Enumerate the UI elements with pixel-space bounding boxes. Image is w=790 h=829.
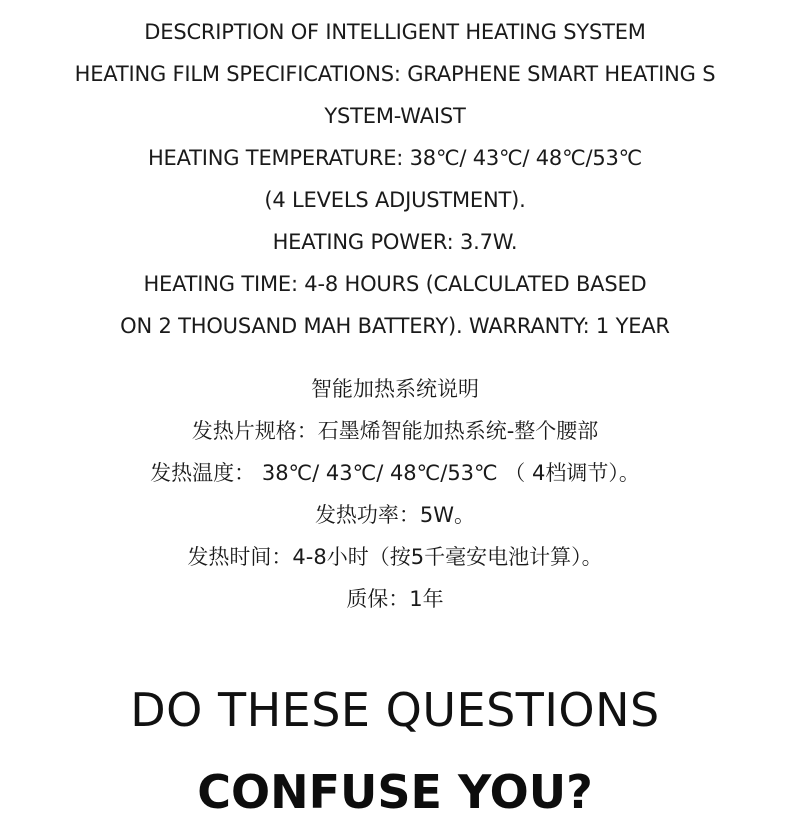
english-description: [0, 11, 790, 347]
en-description-title: DESCRIPTION OF INTELLIGENT HEATING SYSTEM: [144, 20, 646, 44]
cn-heating-power: 发热功率：5W。: [314, 503, 476, 527]
en-heating-temperature-line-1: HEATING TEMPERATURE: 38℃/ 43℃/ 48℃/53℃: [147, 146, 643, 170]
cn-heating-temperature: 发热温度： 38℃/ 43℃/ 48℃/53℃ （ 4档调节）。: [150, 461, 640, 485]
headline-line-1: DO THESE QUESTIONS: [130, 683, 660, 737]
cn-description-title: 智能加热系统说明: [311, 377, 479, 401]
cn-heating-film-spec: 发热片规格：石墨烯智能加热系统-整个腰部: [191, 419, 599, 443]
en-heating-time-line-2: ON 2 THOUSAND MAH BATTERY). WARRANTY: 1 YEAR: [120, 314, 670, 338]
headline-line-2: CONFUSE YOU?: [197, 765, 593, 819]
en-heating-temperature-line-2: (4 LEVELS ADJUSTMENT).: [264, 188, 526, 212]
chinese-description: [0, 368, 790, 620]
en-heating-power: HEATING POWER: 3.7W.: [272, 230, 518, 254]
en-heating-film-spec-line-1: HEATING FILM SPECIFICATIONS: GRAPHENE SMART HEATING S: [74, 62, 716, 86]
cn-heating-time: 发热时间：4-8小时（按5千毫安电池计算）。: [187, 545, 603, 569]
en-heating-time-line-1: HEATING TIME: 4-8 HOURS (CALCULATED BASED: [143, 272, 647, 296]
cn-warranty: 质保：1年: [346, 587, 444, 611]
en-heating-film-spec-line-2: YSTEM-WAIST: [324, 104, 466, 128]
